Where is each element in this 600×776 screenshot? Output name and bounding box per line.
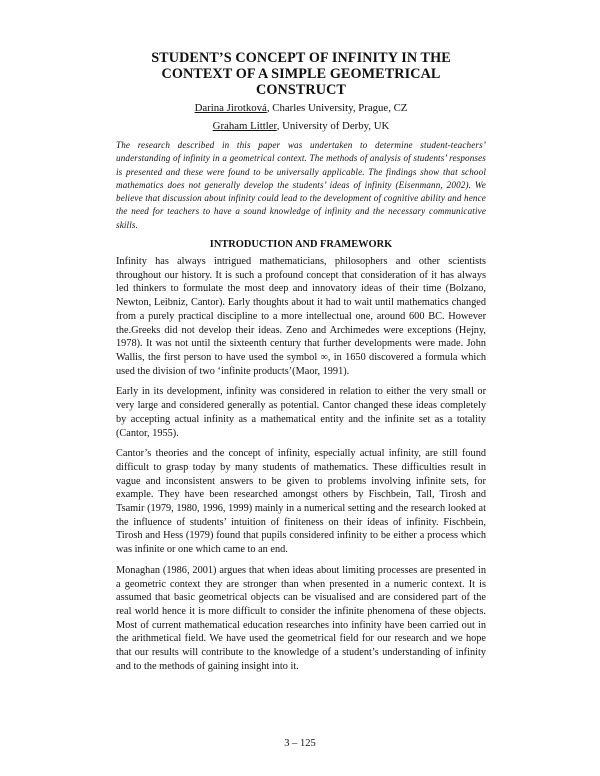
body-paragraph-4: Monaghan (1986, 2001) argues that when ideas about limiting processes are presented in a geometric context they are stronger than when presented in a numeric context. It is assumed that basic geometrical objects can be visualised and are considered part of the real world hence it is more difficult to consider the infinite phenomena of these objects. Most of current mathematical education researches into infinity have been carried out in the arithmetical field. We have used the geometrical field for our research and we hope that our results will contribute to the knowledge of a student’s understanding of infinity and to the methods of gaining insight into it. xyxy=(116,564,486,672)
page-number: 3 – 125 xyxy=(284,738,316,749)
author-affiliation: , Charles University, Prague, CZ xyxy=(266,102,408,114)
body-paragraph-3: Cantor’s theories and the concept of infinity, especially actual infinity, are still found difficult to grasp today by many students of mathematics. These difficulties result in vague and inconsistent answers to be given to problems involving infinite sets, for example. They have been researched amongst others by Fischbein, Tall, Tirosh and Tsamir (1979, 1980, 1996, 1999) mainly in a numerical setting and the research looked at the influence of students’ intuition of finiteness on their ideas of infinity. Fischbein, Tirosh and Hess (1979) found that pupils considered infinity to be either a process which was infinite or one which came to an end. xyxy=(116,448,486,556)
title-line-1: STUDENT’S CONCEPT OF INFINITY IN THE xyxy=(151,50,451,66)
section-heading: INTRODUCTION AND FRAMEWORK xyxy=(209,239,393,251)
author-name: Graham Littler xyxy=(212,120,277,132)
abstract: The research described in this paper was undertaken to determine student-teachers’ understanding of infinity in a geometrical context. The methods of analysis of students’ responses is presented and these were found to be universally applicable. The findings show that school mathematics does not generally develop the students’ ideas of infinity (Eisenmann, 2002). We believe that discussion about infinity could lead to the development of cognitive ability and hence the need for teachers to have a sound knowledge of infinity and the necessary communicative skills. xyxy=(116,140,486,230)
paper-page xyxy=(116,50,486,673)
author-name: Darina Jirotková xyxy=(194,102,267,114)
body-paragraph-1: Infinity has always intrigued mathematicians, philosophers and other scientists throughout our history. It is such a profound concept that consideration of it has always led thinkers to formulate the most deep and innovatory ideas of their time (Bolzano, Newton, Leibniz, Cantor). Early thoughts about it had to wait until mathematics changed from a purely practical discipline to a more intellectual one, around 600 BC. However the.Greeks did not develop their ideas. Zeno and Archimedes were exceptions (Hejny, 1978). It was not until the sixteenth century that further developments were made. John Wallis, the first person to have used the symbol ∞, in 1650 discovered a formula which used the division of two ‘infinite products’(Maor, 1991). xyxy=(116,256,486,377)
author-line-1 xyxy=(116,102,486,115)
author-affiliation: , University of Derby, UK xyxy=(276,120,390,132)
body-paragraph-2: Early in its development, infinity was considered in relation to either the very small or very large and considered generally as potential. Cantor changed these ideas completely by accepting actual infinity as a mathematical entity and the infinite set as a totality (Cantor, 1955). xyxy=(116,386,486,439)
title-line-2: CONTEXT OF A SIMPLE GEOMETRICAL CONSTRUCT xyxy=(161,66,441,98)
paper-title xyxy=(116,50,486,98)
author-line-2 xyxy=(116,120,486,133)
